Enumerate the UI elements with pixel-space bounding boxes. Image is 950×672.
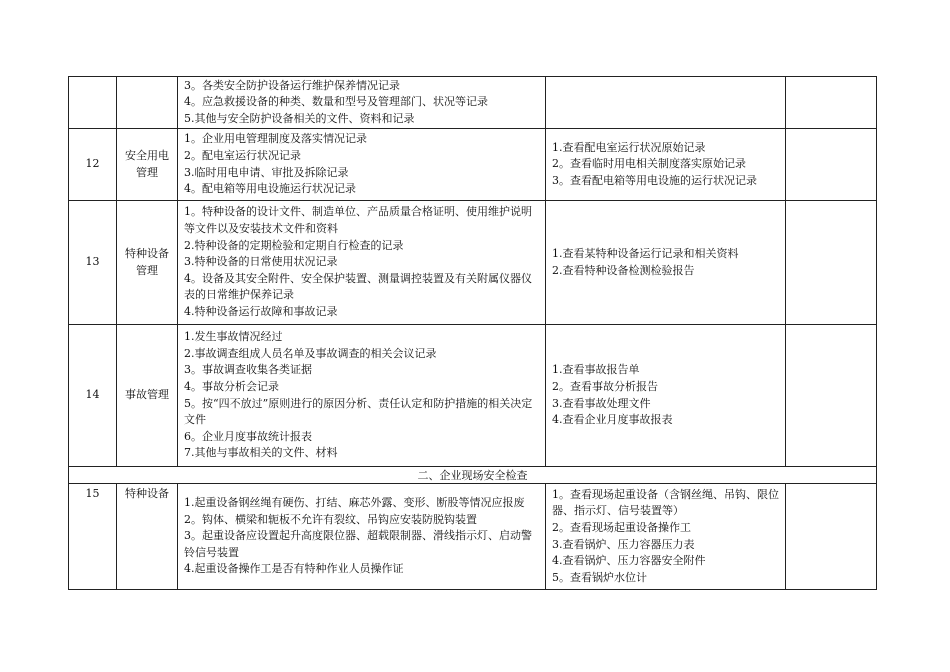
- method-line: 2.查看特种设备检测检验报告: [552, 263, 695, 277]
- table-row: [69, 325, 877, 467]
- requirement-line: 2。配电室运行状况记录: [184, 148, 301, 162]
- methods-cell: [546, 77, 786, 129]
- methods-cell: [546, 201, 786, 325]
- method-line: 3。查看配电箱等用电设施的运行状况记录: [552, 173, 757, 187]
- requirement-line: 4.起重设备操作工是否有特种作业人员操作证: [184, 562, 404, 576]
- requirements-cell: [178, 325, 546, 467]
- table-row: [69, 77, 877, 129]
- requirement-line: 1。企业用电管理制度及落实情况记录: [184, 132, 367, 146]
- requirement-line: 2.特种设备的定期检验和定期自行检查的记录: [184, 238, 404, 252]
- requirement-line: 3。起重设备应设置起升高度限位器、超载限制器、滑线指示灯、启动警铃信号装置: [184, 529, 532, 559]
- row-number: 13: [69, 201, 117, 325]
- method-line: 2。查看现场起重设备操作工: [552, 520, 691, 534]
- methods-cell: [546, 129, 786, 201]
- section-title: 二、企业现场安全检查: [69, 467, 877, 484]
- table-row: [69, 201, 877, 325]
- requirement-line: 3。事故调查收集各类证据: [184, 363, 312, 377]
- requirement-line: 1。特种设备的设计文件、制造单位、产品质量合格证明、使用维护说明等文件以及安装技术文件和资料: [184, 205, 532, 236]
- requirements-cell: [178, 201, 546, 325]
- requirements-cell: [178, 484, 546, 590]
- method-line: 1。查看现场起重设备（含钢丝绳、吊钩、限位器、指示灯、信号装置等）: [552, 487, 779, 518]
- requirement-line: 4。应急救援设备的种类、数量和型号及管理部门、状况等记录: [184, 95, 488, 109]
- inspection-table: [68, 76, 877, 590]
- requirement-line: 5.其他与安全防护设备相关的文件、资料和记录: [184, 111, 415, 125]
- requirement-line: 4。配电箱等用电设施运行状况记录: [184, 182, 356, 196]
- requirement-line: 5。按“四不放过”原则进行的原因分析、责任认定和防护措施的相关决定文件: [184, 396, 533, 427]
- requirement-line: 3.临时用电申请、审批及拆除记录: [184, 165, 349, 179]
- requirement-line: 4。设备及其安全附件、安全保护装置、测量调控装置及有关附属仪器仪表的日常维护保养记录: [184, 271, 532, 302]
- table-row: [69, 484, 877, 590]
- table-row: [69, 129, 877, 201]
- remarks-cell: [786, 325, 877, 467]
- check-item: [117, 77, 178, 129]
- methods-cell: [546, 325, 786, 467]
- check-item: 特种设备: [117, 484, 178, 590]
- remarks-cell: [786, 129, 877, 201]
- method-line: 1.查看某特种设备运行记录和相关资料: [552, 246, 739, 260]
- methods-cell: [546, 484, 786, 590]
- check-item: 特种设备管理: [117, 201, 178, 325]
- requirement-line: 4。事故分析会记录: [184, 379, 279, 393]
- check-item: 安全用电管理: [117, 129, 178, 201]
- method-line: 3.查看事故处理文件: [552, 396, 651, 410]
- row-number: 15: [69, 484, 117, 590]
- method-line: 4.查看企业月度事故报表: [552, 413, 673, 427]
- remarks-cell: [786, 77, 877, 129]
- requirement-line: 6。企业月度事故统计报表: [184, 429, 312, 443]
- requirement-line: 1.起重设备钢丝绳有硬伤、打结、麻芯外露、变形、断股等情况应报废: [184, 496, 525, 510]
- method-line: 3.查看锅炉、压力容器压力表: [552, 537, 695, 551]
- method-line: 2。查看事故分析报告: [552, 379, 658, 393]
- requirement-line: 2。钩体、横梁和轭板不允许有裂纹、吊钩应安装防脱钩装置: [184, 512, 477, 526]
- requirement-line: 2.事故调查组成人员名单及事故调查的相关会议记录: [184, 346, 437, 360]
- remarks-cell: [786, 201, 877, 325]
- method-line: 4.查看锅炉、压力容器安全附件: [552, 554, 706, 568]
- remarks-cell: [786, 484, 877, 590]
- requirement-line: 3.特种设备的日常使用状况记录: [184, 255, 338, 269]
- requirement-line: 7.其他与事故相关的文件、材料: [184, 446, 338, 460]
- row-number: 12: [69, 129, 117, 201]
- row-number: [69, 77, 117, 129]
- requirement-line: 1.发生事故情况经过: [184, 330, 283, 344]
- method-line: 1.查看配电室运行状况原始记录: [552, 140, 706, 154]
- requirement-line: 4.特种设备运行故障和事故记录: [184, 304, 338, 318]
- method-line: 1.查看事故报告单: [552, 363, 640, 377]
- requirements-cell: [178, 129, 546, 201]
- section-row: [69, 467, 877, 484]
- requirement-line: 3。各类安全防护设备运行维护保养情况记录: [184, 78, 400, 92]
- method-line: 5。查看锅炉水位计: [552, 570, 647, 584]
- method-line: 2。查看临时用电相关制度落实原始记录: [552, 157, 746, 171]
- check-item: 事故管理: [117, 325, 178, 467]
- requirements-cell: [178, 77, 546, 129]
- row-number: 14: [69, 325, 117, 467]
